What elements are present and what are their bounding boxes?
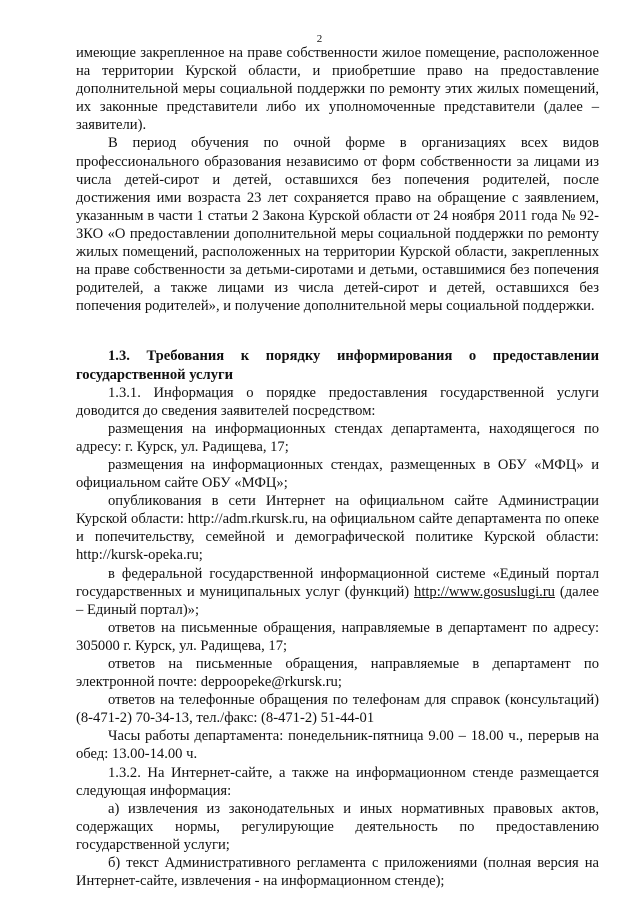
written-requests-email: ответов на письменные обращения, направляемые в департамент по электронной почте: deppoopeke@rkursk.ru; [76, 656, 599, 691]
page-number: 2 [316, 33, 323, 45]
phone-requests: ответов на телефонные обращения по телефонам для справок (консультаций) (8-471-2) 70-34-13, тел./факс: (8-471-2) 51-44-01 [76, 692, 599, 727]
clause-1-3-1: 1.3.1. Информация о порядке предоставления государственной услуги доводится до сведения заявителей посредством: [76, 384, 599, 419]
info-stands-mfc: размещения на информационных стендах, размещенных в ОБУ «МФЦ» и официальном сайте ОБУ «МФЦ»; [76, 456, 599, 492]
written-requests-address: ответов на письменные обращения, направляемые в департамент по адресу: 305000 г. Курск, ул. Радищева, 17; [76, 619, 599, 654]
education-period-paragraph: В период обучения по очной форме в организациях всех видов профессионального образования независимо от форм собственности за лицами из числа детей-сирот и детей, оставшихся без попечения родителей, после достижения ими возраста 23 лет сохраняется право на обращение с заявлением, указанным в части 1 статьи 2 Закона Курской области от 24 ноября 2011 года № 92-ЗКО «О предоставлении дополнительной меры социальной поддержки по ремонту жилых помещений, расположенных на территории Курской области, закрепленных на праве собственности за детьми-сиротами и детьми, оставшимися без попечения родителей, а также лицами из числа детей-сирот и детей, оставшихся без попечения родителей», и получение дополнительной меры социальной поддержки. [76, 135, 599, 315]
unified-portal-paragraph [76, 565, 599, 619]
unified-portal-text: в федеральной государственной информационной системе «Единый портал государственных и муниципальных услуг (функций) [76, 565, 599, 600]
item-a: а) извлечения из законодательных и иных нормативных правовых актов, содержащих нормы, регулирующие деятельность по предоставлению государственной услуги; [76, 800, 599, 853]
info-stands-department: размещения на информационных стендах департамента, находящегося по адресу: г. Курск, ул. Радищева, 17; [76, 420, 599, 455]
section-heading-1-3: 1.3. Требования к порядку информирования о предоставлении государственной услуги [76, 348, 599, 383]
gosuslugi-link[interactable]: http://www.gosuslugi.ru [414, 583, 555, 600]
working-hours: Часы работы департамента: понедельник-пятница 9.00 – 18.00 ч., перерыв на обед: 13.00-14.00 ч. [76, 728, 599, 763]
unified-portal-text-end: (далее – Единый портал)»; [76, 583, 599, 618]
clause-1-3-2: 1.3.2. На Интернет-сайте, а также на информационном стенде размещается следующая информация: [76, 764, 599, 799]
document-body [76, 44, 599, 890]
internet-publication: опубликования в сети Интернет на официальном сайте Администрации Курской области: http://adm.rkursk.ru, на официальном сайте департамента по опеке и попечительству, семейной и демографической политике Курской области: http://kursk-opeka.ru; [76, 493, 599, 564]
item-b: б) текст Административного регламента с приложениями (полная версия на Интернет-сайте, извлечения - на информационном стенде); [76, 855, 599, 890]
applicants-definition-paragraph: имеющие закрепленное на праве собственности жилое помещение, расположенное на территории Курской области, и приобретшие право на предоставление дополнительной меры социальной поддержки по ремонту этих жилых помещений, их законные представители либо их уполномоченные представители (далее – заявители). [76, 45, 599, 134]
